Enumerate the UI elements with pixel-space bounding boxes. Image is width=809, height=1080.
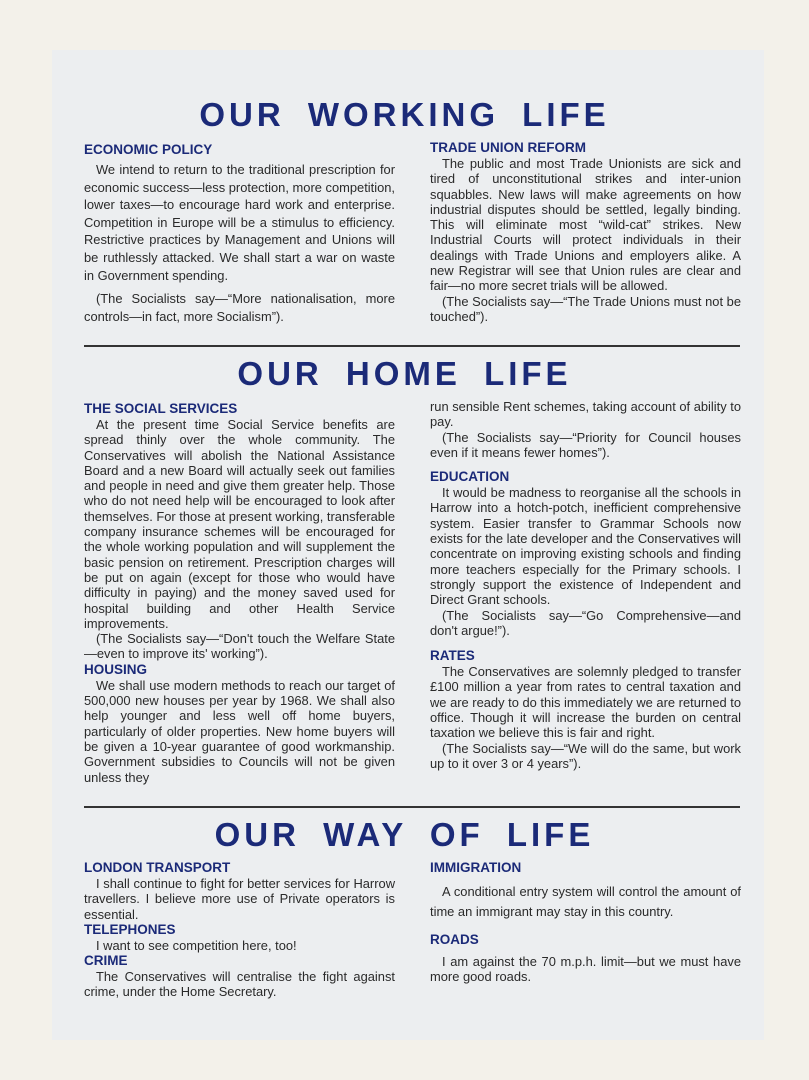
section-title-working-life: OUR WORKING LIFE bbox=[199, 96, 610, 133]
way-left-column bbox=[84, 860, 395, 1000]
crime-body: The Conservatives will centralise the fight against crime, under the Home Secretary. bbox=[84, 969, 395, 1000]
section-title-home-life: OUR HOME LIFE bbox=[237, 355, 572, 392]
home-left-column bbox=[84, 401, 395, 785]
telephones-heading: TELEPHONES bbox=[84, 921, 176, 937]
economic-policy-heading: ECONOMIC POLICY bbox=[84, 142, 213, 157]
social-services-heading: THE SOCIAL SERVICES bbox=[84, 401, 238, 416]
education-socialists: (The Socialists say—“Go Comprehensive—and don't argue!”). bbox=[430, 607, 741, 638]
rates-heading: RATES bbox=[430, 648, 475, 664]
rates-socialists: (The Socialists say—“We will do the same, but work up to it over 3 or 4 years”). bbox=[430, 740, 741, 771]
london-transport-heading: LONDON TRANSPORT bbox=[84, 860, 231, 875]
trade-union-socialists: (The Socialists say—“The Trade Unions must not be touched”). bbox=[430, 293, 741, 324]
housing-socialists: (The Socialists say—“Priority for Council houses even if it means fewer homes”). bbox=[430, 429, 741, 460]
housing-body: We shall use modern methods to reach our target of 500,000 new houses per year by 1968. We shall also help younger and less well off home buyers, particularly of older properties. New home buyers will be given a 10-year guarantee of good workmanship. Government subsidies to Councils will not be given unless they bbox=[84, 677, 395, 785]
social-services-socialists: (The Socialists say—“Don't touch the Welfare State—even to improve its' working”). bbox=[84, 631, 395, 662]
trade-union-heading: TRADE UNION REFORM bbox=[430, 140, 586, 155]
economic-policy-column bbox=[84, 142, 395, 325]
roads-body: I am against the 70 m.p.h. limit—but we must have more good roads. bbox=[430, 954, 741, 985]
housing-heading: HOUSING bbox=[84, 661, 148, 677]
trade-union-column bbox=[430, 140, 741, 324]
education-heading: EDUCATION bbox=[430, 469, 510, 485]
economic-policy-socialists: (The Socialists say—“More nationalisation, more controls—in fact, more Socialism”). bbox=[84, 291, 395, 324]
rates-body: The Conservatives are solemnly pledged to transfer £100 million a year from rates to central taxation and we are ready to do this immediately we are returned to office. Though it will increase the burden on central taxation we believe this is fair and right. bbox=[430, 664, 741, 741]
telephones-body: I want to see competition here, too! bbox=[96, 937, 297, 953]
london-transport-body: I shall continue to fight for better services for Harrow travellers. I believe more use of Private operators is essential. bbox=[84, 876, 395, 922]
home-right-column bbox=[430, 399, 741, 771]
divider bbox=[84, 345, 740, 347]
immigration-body: A conditional entry system will control the amount of time an immigrant may stay in this country. bbox=[430, 884, 741, 919]
immigration-heading: IMMIGRATION bbox=[430, 860, 522, 875]
housing-body-continued: run sensible Rent schemes, taking account of ability to pay. bbox=[430, 399, 741, 430]
education-body: It would be madness to reorganise all the schools in Harrow into a hotch-potch, inefficient comprehensive system. Easier transfer to Grammar Schools now exists for the late developer and the Conservatives will concentrate on improving existing schools and finding more teachers especially for the Primary schools. I strongly support the existence of Independent and Direct Grant schools. bbox=[430, 485, 741, 608]
crime-heading: CRIME bbox=[84, 953, 128, 969]
roads-heading: ROADS bbox=[430, 932, 479, 947]
social-services-body: At the present time Social Service benefits are spread thinly over the whole community. The Conservatives will abolish the National Assistance Board and a new Board will actually seek out families and people in need and give them greater help. Those who do not need help will be encouraged to look after themselves. For those at present working, transferable company insurance schemes will be encouraged for the whole working population and will supplement the basic pension on retirement. Prescription charges will be put on again (except for those who would have difficulty in paying) and the money saved used for hospital building and other Health Service improvements. bbox=[84, 417, 395, 631]
way-right-column bbox=[430, 860, 741, 985]
section-title-way-of-life: OUR WAY OF LIFE bbox=[214, 816, 595, 853]
divider bbox=[84, 806, 740, 808]
economic-policy-body: We intend to return to the traditional prescription for economic success—less protection, more competition, lower taxes—to encourage hard work and enterprise. Competition in Europe will be a stimulus to efficiency. Restrictive practices by Management and Unions will be ruthlessly attacked. We shall start a war on waste in Government spending. bbox=[84, 162, 395, 283]
trade-union-body: The public and most Trade Unionists are sick and tired of unconstitutional strikes and inter-union squabbles. New laws will make agreements on how industrial disputes should be settled, legally binding. This will eliminate most “wild-cat” strikes. New Industrial Courts will protect individuals in their dealings with Trade Unions and employers alike. A new Registrar will see that Union rules are clear and fair—no more secret trials will be allowed. bbox=[430, 156, 741, 294]
